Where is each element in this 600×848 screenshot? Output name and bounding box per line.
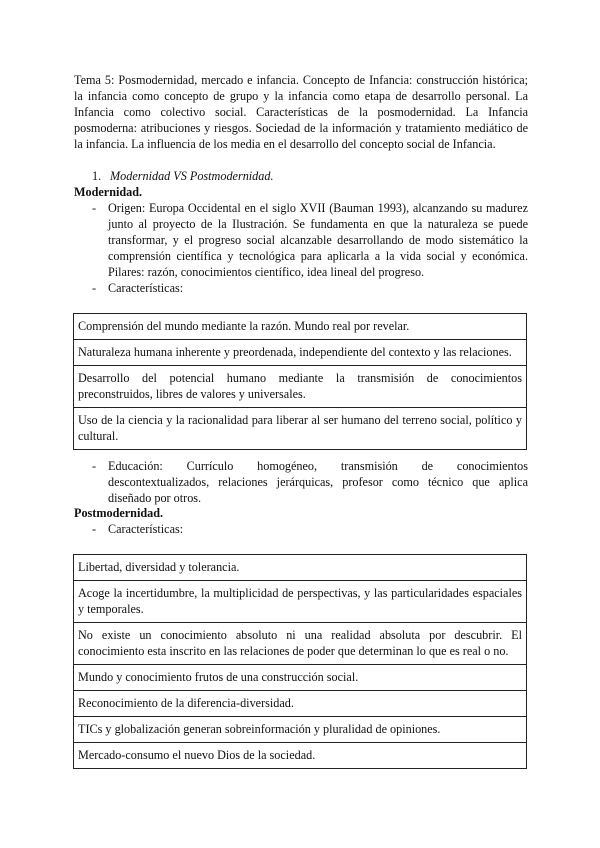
table-row bbox=[74, 665, 527, 691]
bullet-dash: - bbox=[92, 201, 97, 215]
table-cell: Comprensión del mundo mediante la razón. Mundo real por revelar. bbox=[74, 314, 527, 340]
table-cell: Uso de la ciencia y la racionalidad para liberar al ser humano del terreno social, político y cultural. bbox=[74, 408, 527, 450]
postmodernidad-table bbox=[73, 554, 527, 769]
origen-text: Origen: Europa Occidental en el siglo XVII (Bauman 1993), alcanzando su madurez junto al proyecto de la Ilustración. Se fundamenta en que la naturaleza se puede transformar, y el progreso social alcanzable desarrollando de modo sistemático la comprensión científica y tecnológica para aplicarla a la vida social y económica. Pilares: razón, conocimientos científico, idea lineal del progreso. bbox=[108, 201, 528, 279]
postmodernidad-caracteristicas-bullet bbox=[92, 521, 528, 537]
table-cell: Mundo y conocimiento frutos de una construcción social. bbox=[74, 665, 527, 691]
table-row bbox=[74, 743, 527, 769]
table-cell: No existe un conocimiento absoluto ni una realidad absoluta por descubrir. El conocimiento esta inscrito en las relaciones de poder que determinan lo que es real o no. bbox=[74, 623, 527, 665]
section-heading bbox=[92, 168, 274, 184]
caracteristicas-label: Características: bbox=[108, 522, 184, 536]
section-number: 1. bbox=[92, 169, 102, 183]
educacion-bullet bbox=[92, 458, 528, 506]
table-cell: Reconocimiento de la diferencia-diversidad. bbox=[74, 691, 527, 717]
caracteristicas-label: Características: bbox=[108, 281, 184, 295]
table-row bbox=[74, 314, 527, 340]
bullet-dash: - bbox=[92, 522, 97, 536]
table-cell: Naturaleza humana inherente y preordenada, independiente del contexto y las relaciones. bbox=[74, 340, 527, 366]
modernidad-table bbox=[73, 313, 527, 450]
table-cell: Desarrollo del potencial humano mediante la transmisión de conocimientos preconstruidos, libres de valores y universales. bbox=[74, 366, 527, 408]
bullet-dash: - bbox=[92, 459, 97, 473]
table-cell: Mercado-consumo el nuevo Dios de la sociedad. bbox=[74, 743, 527, 769]
table-cell: Libertad, diversidad y tolerancia. bbox=[74, 555, 527, 581]
table-row bbox=[74, 581, 527, 623]
table-cell: TICs y globalización generan sobreinformación y pluralidad de opiniones. bbox=[74, 717, 527, 743]
educacion-text: Educación: Currículo homogéneo, transmisión de conocimientos descontextualizados, relaciones jerárquicas, profesor como técnico que aplica diseñado por otros. bbox=[108, 459, 528, 505]
origen-bullet bbox=[92, 200, 528, 280]
intro-paragraph: Tema 5: Posmodernidad, mercado e infancia. Concepto de Infancia: construcción histórica; la infancia como concepto de grupo y la infancia como etapa de desarrollo personal. La Infancia como colectivo social. Características de la posmodernidad. La Infancia posmoderna: atribuciones y riesgos. Sociedad de la información y tratamiento mediático de la infancia. La influencia de los media en el desarrollo del concepto social de Infancia. bbox=[74, 73, 528, 151]
postmodernidad-title: Postmodernidad. bbox=[74, 506, 164, 520]
modernidad-caracteristicas-bullet bbox=[92, 280, 528, 296]
bullet-dash: - bbox=[92, 281, 97, 295]
modernidad-title: Modernidad. bbox=[74, 185, 143, 199]
table-row bbox=[74, 340, 527, 366]
table-row bbox=[74, 623, 527, 665]
table-row bbox=[74, 555, 527, 581]
table-row bbox=[74, 717, 527, 743]
table-row bbox=[74, 691, 527, 717]
table-row bbox=[74, 408, 527, 450]
table-row bbox=[74, 366, 527, 408]
section-heading-text: Modernidad VS Postmodernidad. bbox=[110, 169, 274, 183]
table-cell: Acoge la incertidumbre, la multiplicidad de perspectivas, y las particularidades espaciales y temporales. bbox=[74, 581, 527, 623]
